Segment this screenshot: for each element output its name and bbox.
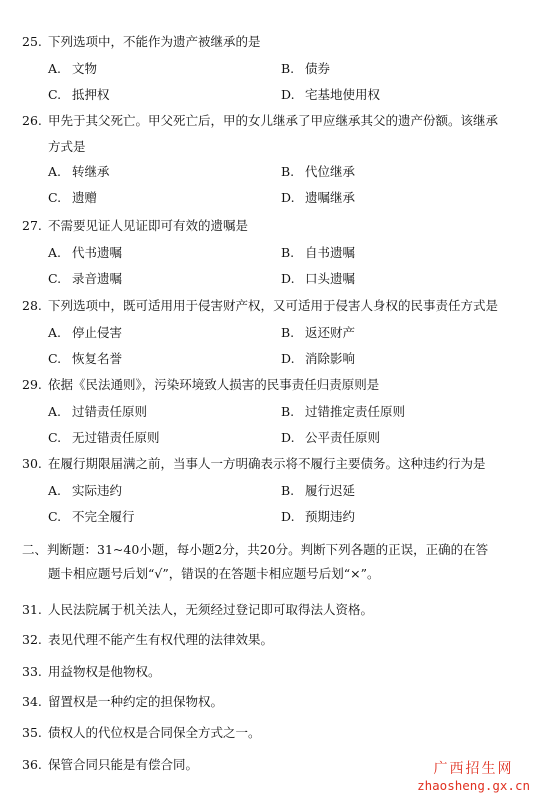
option-a: A. 实际违约	[48, 483, 123, 498]
question-number: 29.	[22, 377, 42, 392]
tf-statement: 债权人的代位权是合同保全方式之一。	[48, 725, 261, 740]
option-c: C. 遗赠	[48, 190, 98, 205]
tf-item-32: 32. 表见代理不能产生有权代理的法律效果。	[22, 632, 274, 647]
option-a: A. 代书遗嘱	[48, 245, 123, 260]
tf-statement: 用益物权是他物权。	[48, 664, 161, 679]
question-stem: 不需要见证人见证即可有效的遗嘱是	[48, 218, 249, 233]
question-28	[22, 298, 522, 372]
tf-item-35: 35. 债权人的代位权是合同保全方式之一。	[22, 725, 261, 740]
section-2-line-1: 二、判断题：31~40小题，每小题2分，共20分。判断下列各题的正误，正确的在答	[22, 542, 489, 557]
question-stem: 下列选项中，不能作为遗产被继承的是	[48, 34, 261, 49]
option-d: D. 口头遗嘱	[281, 271, 356, 286]
option-a: A. 转继承	[48, 164, 110, 179]
tf-statement: 表见代理不能产生有权代理的法律效果。	[48, 632, 274, 647]
question-stem-continued: 方式是	[48, 139, 86, 154]
tf-statement: 人民法院属于机关法人，无须经过登记即可取得法人资格。	[48, 602, 374, 617]
question-stem: 在履行期限届满之前，当事人一方明确表示将不履行主要债务。这种违约行为是	[48, 456, 486, 471]
tf-statement: 保管合同只能是有偿合同。	[48, 757, 199, 772]
option-c: C. 抵押权	[48, 87, 110, 102]
question-30	[22, 456, 522, 530]
question-27	[22, 218, 522, 292]
option-d: D. 预期违约	[281, 509, 356, 524]
question-25	[22, 34, 522, 108]
section-2-instructions	[22, 538, 527, 586]
question-number: 27.	[22, 218, 42, 233]
option-c: C. 录音遗嘱	[48, 271, 123, 286]
question-number: 25.	[22, 34, 42, 49]
question-stem: 下列选项中，既可适用用于侵害财产权，又可适用于侵害人身权的民事责任方式是	[48, 298, 499, 313]
option-c: C. 恢复名誉	[48, 351, 123, 366]
option-d: D. 消除影响	[281, 351, 356, 366]
option-c: C. 不完全履行	[48, 509, 135, 524]
question-number: 30.	[22, 456, 42, 471]
option-b: B. 自书遗嘱	[281, 245, 356, 260]
option-c: C. 无过错责任原则	[48, 430, 160, 445]
option-a: A. 过错责任原则	[48, 404, 148, 419]
option-b: B. 返还财产	[281, 325, 356, 340]
question-stem: 依据《民法通则》，污染环境致人损害的民事责任归责原则是	[48, 377, 380, 392]
tf-item-31: 31. 人民法院属于机关法人，无须经过登记即可取得法人资格。	[22, 602, 374, 617]
site-watermark	[417, 760, 530, 794]
watermark-site-name: 广西招生网	[433, 761, 514, 777]
question-number: 26.	[22, 113, 42, 128]
tf-item-33: 33. 用益物权是他物权。	[22, 664, 161, 679]
tf-item-34: 34. 留置权是一种约定的担保物权。	[22, 694, 224, 709]
question-26	[22, 113, 522, 211]
option-b: B. 债券	[281, 61, 331, 76]
option-d: D. 宅基地使用权	[281, 87, 381, 102]
tf-item-36: 36. 保管合同只能是有偿合同。	[22, 757, 199, 772]
option-a: A. 停止侵害	[48, 325, 123, 340]
section-2-line-2: 题卡相应题号后划“√”，错误的在答题卡相应题号后划“×”。	[48, 566, 380, 581]
question-stem: 甲先于其父死亡。甲父死亡后，甲的女儿继承了甲应继承其父的遗产份额。该继承	[48, 113, 499, 128]
watermark-url: zhaosheng.gx.cn	[417, 778, 530, 793]
option-b: B. 代位继承	[281, 164, 356, 179]
option-b: B. 过错推定责任原则	[281, 404, 406, 419]
question-29	[22, 377, 522, 451]
question-number: 28.	[22, 298, 42, 313]
option-d: D. 遗嘱继承	[281, 190, 356, 205]
option-a: A. 文物	[48, 61, 98, 76]
option-b: B. 履行迟延	[281, 483, 356, 498]
tf-statement: 留置权是一种约定的担保物权。	[48, 694, 224, 709]
option-d: D. 公平责任原则	[281, 430, 381, 445]
